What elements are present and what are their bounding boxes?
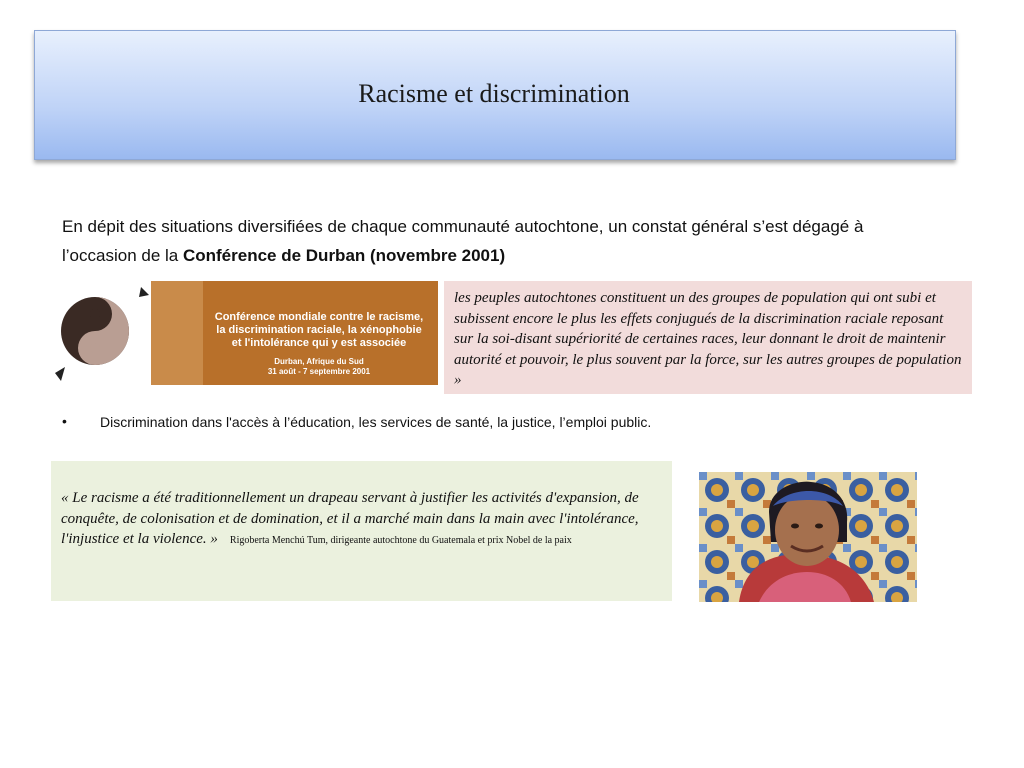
- menchu-quote: « Le racisme a été traditionnellement un drapeau servant à justifier les activités d'expansion, de conquête, de colonisation et de domination, et il a marché main dans la main avec l'intolérance, l'injustice et la violence. »: [61, 490, 639, 547]
- logo-line-1: Conférence mondiale contre le racisme,: [214, 311, 424, 323]
- logo-emblem-area: [51, 281, 151, 385]
- slide-title: Racisme et discrimination: [358, 79, 630, 108]
- rigoberta-menchu-photo: [699, 472, 917, 602]
- menchu-attribution: Rigoberta Menchú Tum, dirigeante autochtone du Guatemala et prix Nobel de la paix: [229, 535, 572, 546]
- durban-quote-box: les peuples autochtones constituent un des groupes de population qui ont subi et subissent encore le plus les effets conjugués de la discrimination raciale reposant sur la soi-disant supériorité de certaines races, leur donnant le droit de maintenir autorité et pouvoir, le plus souvent par la force, sur les autres groupes de population »: [444, 281, 972, 394]
- intro-text: En dépit des situations diversifiées de chaque communauté autochtone, un constat général s’est dégagé à l’occasion de la: [62, 217, 864, 265]
- bullet-symbol: •: [62, 413, 67, 429]
- logo-line-3: et l'intolérance qui y est associée: [231, 337, 407, 349]
- portrait-image-icon: [699, 472, 917, 602]
- bullet-text: Discrimination dans l'accès à l’éducation, les services de santé, la justice, l’emploi public.: [100, 414, 652, 430]
- durban-conference-logo: [51, 281, 438, 385]
- logo-gradient-band: [151, 281, 203, 385]
- conference-emblem-icon: [51, 281, 151, 385]
- title-box: [34, 30, 954, 158]
- intro-paragraph: [62, 212, 942, 270]
- logo-place: Durban, Afrique du Sud: [274, 357, 364, 366]
- logo-line-2: la discrimination raciale, la xénophobie: [216, 324, 422, 336]
- menchu-quote-box: [51, 461, 672, 601]
- logo-dates: 31 août - 7 septembre 2001: [267, 367, 371, 376]
- intro-bold-text: Conférence de Durban (novembre 2001): [182, 246, 506, 265]
- logo-subtitle: [203, 357, 435, 377]
- logo-title: [203, 311, 435, 350]
